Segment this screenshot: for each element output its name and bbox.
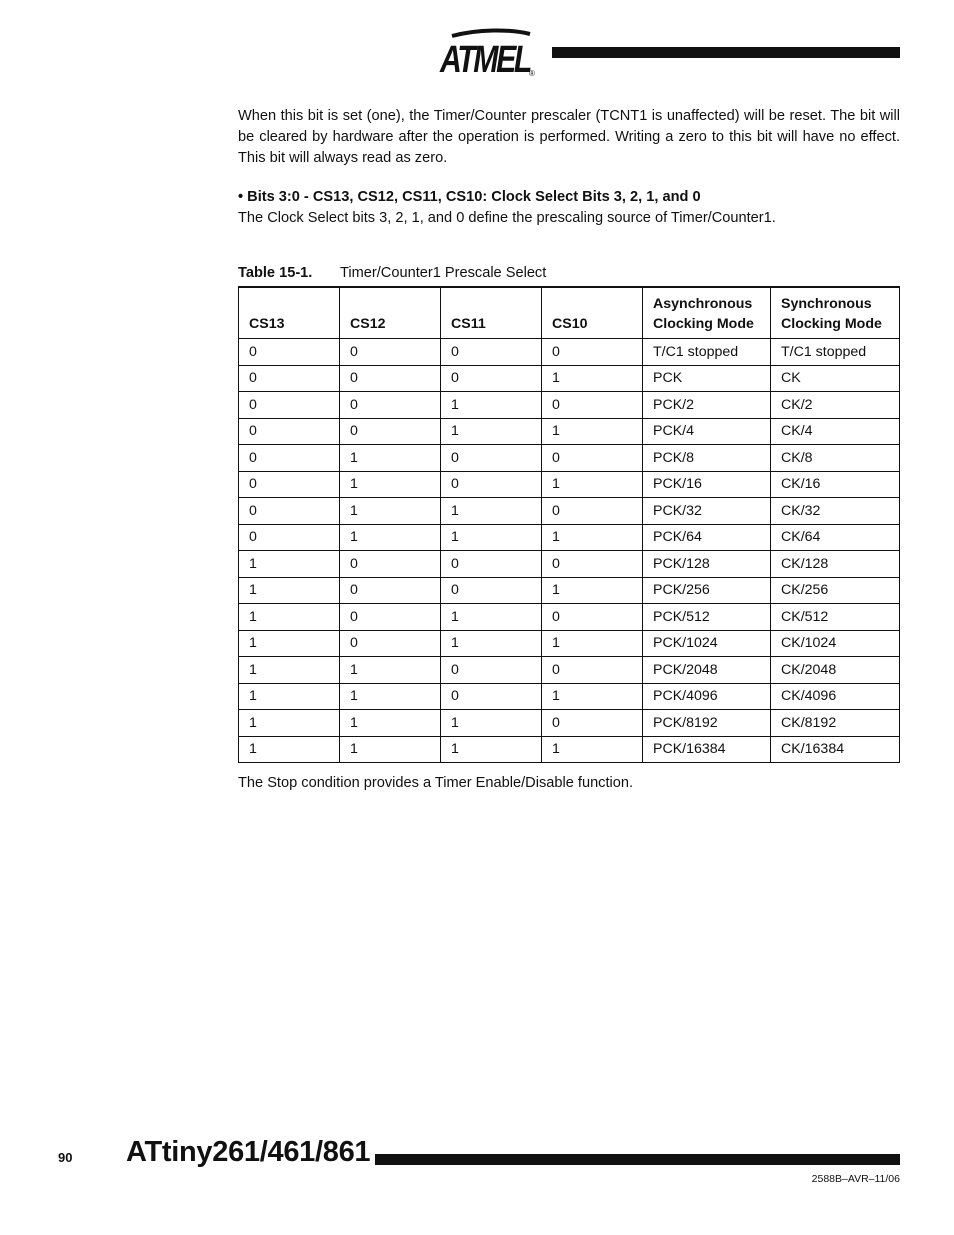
cell-sync-mode: CK/1024 (771, 630, 900, 657)
cell-cs12: 1 (340, 657, 441, 684)
cell-cs11: 0 (441, 339, 542, 366)
page-number: 90 (58, 1150, 73, 1165)
cell-async-mode: PCK/64 (643, 524, 771, 551)
cell-cs12: 1 (340, 710, 441, 737)
cell-async-mode: PCK/512 (643, 604, 771, 631)
cell-cs10: 0 (542, 710, 643, 737)
cell-cs11: 1 (441, 392, 542, 419)
cell-cs11: 0 (441, 551, 542, 578)
cell-sync-mode: CK/8 (771, 445, 900, 472)
cell-cs13: 1 (239, 551, 340, 578)
table-row (239, 445, 900, 472)
cell-cs10: 0 (542, 657, 643, 684)
cell-cs12: 1 (340, 445, 441, 472)
cell-cs10: 0 (542, 339, 643, 366)
cell-cs12: 1 (340, 683, 441, 710)
header-sync-mode: Synchronous Clocking Mode (771, 287, 900, 339)
cell-cs10: 1 (542, 683, 643, 710)
table-row (239, 365, 900, 392)
cell-cs13: 0 (239, 392, 340, 419)
cell-cs13: 1 (239, 736, 340, 763)
cell-cs11: 0 (441, 657, 542, 684)
cell-cs11: 0 (441, 445, 542, 472)
cell-cs11: 0 (441, 577, 542, 604)
cell-async-mode: PCK (643, 365, 771, 392)
cell-sync-mode: CK/16 (771, 471, 900, 498)
table-body (239, 339, 900, 763)
table-row (239, 577, 900, 604)
cell-cs13: 0 (239, 445, 340, 472)
cell-cs13: 0 (239, 471, 340, 498)
table-row (239, 657, 900, 684)
table-row (239, 498, 900, 525)
cell-sync-mode: CK/2048 (771, 657, 900, 684)
table-caption-number: Table 15-1. (238, 265, 313, 281)
cell-cs10: 1 (542, 471, 643, 498)
cell-cs12: 0 (340, 630, 441, 657)
cell-cs13: 1 (239, 604, 340, 631)
table-row (239, 551, 900, 578)
header-async-mode: Asynchronous Clocking Mode (643, 287, 771, 339)
cell-cs11: 1 (441, 630, 542, 657)
cell-cs11: 0 (441, 683, 542, 710)
header-cs10: CS10 (542, 287, 643, 339)
table-header-row (239, 287, 900, 339)
cell-sync-mode: T/C1 stopped (771, 339, 900, 366)
table-caption (238, 264, 546, 282)
table-row (239, 736, 900, 763)
prescale-select-table (238, 286, 900, 763)
cell-sync-mode: CK/4 (771, 418, 900, 445)
cell-cs10: 1 (542, 736, 643, 763)
cell-cs12: 0 (340, 577, 441, 604)
cell-cs11: 1 (441, 736, 542, 763)
cell-cs10: 0 (542, 445, 643, 472)
cell-cs13: 0 (239, 339, 340, 366)
cell-cs12: 1 (340, 524, 441, 551)
cell-cs11: 0 (441, 471, 542, 498)
cell-cs13: 0 (239, 498, 340, 525)
header-cs11: CS11 (441, 287, 542, 339)
cell-sync-mode: CK (771, 365, 900, 392)
header-cs12: CS12 (340, 287, 441, 339)
document-title: ATtiny261/461/861 (126, 1136, 371, 1168)
cell-async-mode: PCK/4096 (643, 683, 771, 710)
cell-async-mode: PCK/4 (643, 418, 771, 445)
table-row (239, 604, 900, 631)
cell-sync-mode: CK/512 (771, 604, 900, 631)
cell-cs10: 0 (542, 392, 643, 419)
cell-async-mode: T/C1 stopped (643, 339, 771, 366)
table-row (239, 524, 900, 551)
cell-cs10: 1 (542, 577, 643, 604)
cell-cs11: 1 (441, 524, 542, 551)
cell-cs13: 1 (239, 710, 340, 737)
cell-cs12: 1 (340, 736, 441, 763)
cell-cs11: 1 (441, 604, 542, 631)
cell-async-mode: PCK/2 (643, 392, 771, 419)
body-paragraph-stop-condition: The Stop condition provides a Timer Enable/Disable function. (238, 775, 634, 791)
cell-sync-mode: CK/4096 (771, 683, 900, 710)
cell-cs11: 1 (441, 710, 542, 737)
body-paragraph-reset: When this bit is set (one), the Timer/Counter prescaler (TCNT1 is unaffected) will be reset. The bit will be cleared by hardware after the operation is performed. Writing a zero to this bit will have no effect. This bit will always read as zero. (238, 108, 900, 166)
cell-cs10: 1 (542, 524, 643, 551)
header-cs13: CS13 (239, 287, 340, 339)
cell-cs10: 0 (542, 604, 643, 631)
cell-cs12: 0 (340, 604, 441, 631)
body-paragraph-clock-select: The Clock Select bits 3, 2, 1, and 0 define the prescaling source of Timer/Counter1. (238, 210, 776, 226)
table-row (239, 392, 900, 419)
cell-cs12: 0 (340, 339, 441, 366)
table-caption-title: Timer/Counter1 Prescale Select (340, 265, 547, 281)
cell-cs13: 1 (239, 577, 340, 604)
cell-cs12: 1 (340, 498, 441, 525)
cell-cs13: 1 (239, 657, 340, 684)
cell-sync-mode: CK/64 (771, 524, 900, 551)
cell-cs13: 1 (239, 683, 340, 710)
table-row (239, 630, 900, 657)
cell-sync-mode: CK/256 (771, 577, 900, 604)
cell-cs12: 0 (340, 418, 441, 445)
cell-async-mode: PCK/8192 (643, 710, 771, 737)
cell-cs12: 0 (340, 392, 441, 419)
cell-async-mode: PCK/16 (643, 471, 771, 498)
header-rule (552, 47, 900, 58)
cell-cs10: 1 (542, 365, 643, 392)
table-row (239, 339, 900, 366)
atmel-logo (438, 28, 540, 78)
cell-async-mode: PCK/128 (643, 551, 771, 578)
cell-async-mode: PCK/256 (643, 577, 771, 604)
cell-sync-mode: CK/32 (771, 498, 900, 525)
table-row (239, 418, 900, 445)
cell-async-mode: PCK/1024 (643, 630, 771, 657)
cell-sync-mode: CK/2 (771, 392, 900, 419)
cell-sync-mode: CK/128 (771, 551, 900, 578)
svg-text:ATMEL: ATMEL (439, 39, 531, 78)
cell-async-mode: PCK/16384 (643, 736, 771, 763)
cell-async-mode: PCK/8 (643, 445, 771, 472)
cell-cs13: 1 (239, 630, 340, 657)
cell-sync-mode: CK/8192 (771, 710, 900, 737)
cell-cs10: 0 (542, 498, 643, 525)
cell-cs13: 0 (239, 524, 340, 551)
cell-cs11: 0 (441, 365, 542, 392)
cell-cs12: 1 (340, 471, 441, 498)
cell-cs13: 0 (239, 418, 340, 445)
svg-text:®: ® (529, 69, 535, 78)
cell-cs11: 1 (441, 418, 542, 445)
section-heading-clock-select: • Bits 3:0 - CS13, CS12, CS11, CS10: Clock Select Bits 3, 2, 1, and 0 (238, 189, 701, 205)
cell-cs12: 0 (340, 365, 441, 392)
cell-sync-mode: CK/16384 (771, 736, 900, 763)
cell-cs11: 1 (441, 498, 542, 525)
table-row (239, 710, 900, 737)
table-row (239, 471, 900, 498)
cell-cs10: 1 (542, 418, 643, 445)
document-code: 2588B–AVR–11/06 (811, 1173, 900, 1185)
cell-cs10: 0 (542, 551, 643, 578)
table-row (239, 683, 900, 710)
footer-rule (375, 1154, 900, 1165)
cell-cs10: 1 (542, 630, 643, 657)
cell-cs12: 0 (340, 551, 441, 578)
cell-async-mode: PCK/2048 (643, 657, 771, 684)
cell-cs13: 0 (239, 365, 340, 392)
cell-async-mode: PCK/32 (643, 498, 771, 525)
